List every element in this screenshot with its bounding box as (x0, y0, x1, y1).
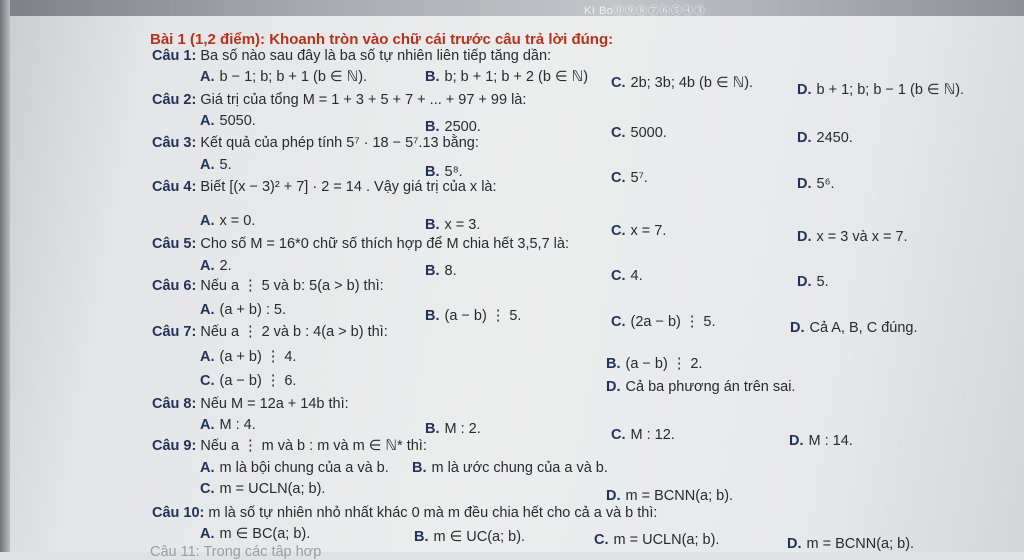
option-text: (2a − b) ⋮ 5. (630, 314, 716, 330)
question-7-option-b[interactable] (606, 356, 702, 372)
question-text: Cho số M = 16*0 chữ số thích hợp để M chia hết 3,5,7 là: (200, 236, 569, 252)
option-text: M : 4. (219, 417, 256, 433)
option-letter: A. (200, 417, 215, 433)
option-letter: A. (200, 302, 215, 318)
question-4-option-d[interactable] (797, 229, 908, 245)
option-text: (a − b) ⋮ 6. (219, 373, 297, 389)
option-text: M : 14. (808, 433, 853, 449)
option-text: Cả ba phương án trên sai. (625, 379, 796, 395)
question-9-option-b[interactable] (412, 460, 608, 476)
question-label: Câu 7: (152, 324, 201, 340)
question-3-option-d[interactable] (797, 176, 835, 192)
option-letter: C. (611, 170, 626, 186)
question-10-option-b[interactable] (414, 529, 525, 545)
exercise-title: Bài 1 (1,2 điểm): Khoanh tròn vào chữ cái trước câu trả lời đúng: (150, 31, 614, 48)
question-text: Nếu M = 12a + 14b thì: (200, 396, 349, 412)
option-text: 2. (219, 258, 232, 274)
option-text: b + 1; b; b − 1 (b ∈ ℕ). (816, 82, 965, 98)
option-text: m là ước chung của a và b. (431, 460, 608, 476)
option-text: 5. (219, 157, 232, 173)
question-text: Biết [(x − 3)² + 7] · 2 = 14 . Vậy giá trị của x là: (200, 179, 497, 195)
question-label: Câu 4: (152, 179, 201, 195)
question-text: Ba số nào sau đây là ba số tự nhiên liên tiếp tăng dần: (200, 48, 552, 64)
option-text: 8. (444, 263, 457, 279)
question-3-option-a[interactable] (200, 157, 232, 173)
question-text: Kết quả của phép tính 5⁷ · 18 − 5⁷.13 bằng: (200, 135, 479, 151)
option-text: m ∈ UC(a; b). (433, 529, 526, 545)
option-letter: D. (797, 274, 812, 290)
option-letter: B. (425, 119, 440, 135)
option-letter: C. (200, 481, 215, 497)
option-text: 2b; 3b; 4b (b ∈ ℕ). (630, 75, 754, 91)
question-10 (152, 505, 657, 521)
option-letter: D. (790, 320, 805, 336)
question-8 (152, 396, 349, 412)
option-text: m = UCLN(a; b). (613, 532, 720, 548)
question-label: Câu 1: (152, 48, 201, 64)
option-letter: C. (611, 427, 626, 443)
question-8-option-a[interactable] (200, 417, 256, 433)
question-5-option-a[interactable] (200, 258, 232, 274)
option-letter: A. (200, 157, 215, 173)
option-letter: A. (200, 69, 215, 85)
question-text: Nếu a ⋮ m và b : m và m ∈ ℕ* thì: (200, 438, 427, 454)
option-text: x = 3. (444, 217, 481, 233)
question-3-option-c[interactable] (611, 170, 648, 186)
question-label: Câu 6: (152, 278, 201, 294)
option-letter: C. (611, 75, 626, 91)
option-text: 2450. (816, 130, 853, 146)
question-8-option-d[interactable] (789, 433, 853, 449)
question-1-option-d[interactable] (797, 82, 964, 98)
option-letter: A. (200, 349, 215, 365)
question-6-option-a[interactable] (200, 302, 286, 318)
option-text: 2500. (444, 119, 481, 135)
option-letter: D. (797, 130, 812, 146)
question-9 (152, 438, 427, 454)
option-letter: B. (425, 263, 440, 279)
question-2-option-d[interactable] (797, 130, 853, 146)
question-2-option-a[interactable] (200, 113, 256, 129)
question-9-option-d[interactable] (606, 488, 733, 504)
question-4-option-b[interactable] (425, 217, 480, 233)
option-letter: A. (200, 113, 215, 129)
left-edge-shadow (0, 0, 10, 552)
question-1-option-c[interactable] (611, 75, 753, 91)
option-letter: D. (789, 433, 804, 449)
option-letter: A. (200, 258, 215, 274)
question-label: Câu 9: (152, 438, 201, 454)
option-letter: C. (611, 268, 626, 284)
question-7-option-c[interactable] (200, 373, 296, 389)
question-6-option-d[interactable] (790, 320, 918, 336)
question-10-option-c[interactable] (594, 532, 719, 548)
option-letter: D. (797, 82, 812, 98)
question-5 (152, 236, 569, 252)
option-text: m = BCNN(a; b). (806, 536, 915, 552)
question-label: Câu 2: (152, 92, 201, 108)
question-1-option-a[interactable] (200, 69, 367, 85)
question-1-option-b[interactable] (425, 69, 588, 85)
option-text: 4. (630, 268, 643, 284)
question-6-option-c[interactable] (611, 314, 716, 330)
option-text: M : 12. (630, 427, 675, 443)
option-letter: D. (606, 379, 621, 395)
question-4-option-a[interactable] (200, 213, 255, 229)
option-letter: A. (200, 460, 215, 476)
option-text: x = 3 và x = 7. (816, 229, 908, 245)
option-text: x = 7. (630, 223, 667, 239)
option-letter: D. (787, 536, 802, 552)
option-text: x = 0. (219, 213, 256, 229)
question-10-option-d[interactable] (787, 536, 914, 552)
question-text: m là số tự nhiên nhỏ nhất khác 0 mà m đều chia hết cho cả a và b thì: (208, 505, 658, 521)
option-text: Cả A, B, C đúng. (809, 320, 918, 336)
option-letter: A. (200, 526, 215, 542)
question-4 (152, 179, 497, 195)
option-letter: C. (594, 532, 609, 548)
option-letter: C. (611, 223, 626, 239)
question-5-option-d[interactable] (797, 274, 829, 290)
question-6-option-b[interactable] (425, 308, 521, 324)
option-text: 5⁶. (816, 176, 835, 192)
question-2-option-b[interactable] (425, 119, 481, 135)
top-shadow-strip (0, 0, 1024, 16)
option-letter: B. (414, 529, 429, 545)
option-letter: B. (425, 164, 440, 180)
option-text: b − 1; b; b + 1 (b ∈ ℕ). (219, 69, 368, 85)
option-letter: A. (200, 213, 215, 229)
question-6 (152, 278, 384, 294)
question-1 (152, 48, 551, 64)
option-letter: B. (425, 421, 440, 437)
option-text: 5000. (630, 125, 667, 141)
option-letter: C. (611, 314, 626, 330)
option-text: (a + b) ⋮ 4. (219, 349, 297, 365)
question-4-option-c[interactable] (611, 223, 666, 239)
option-text: M : 2. (444, 421, 481, 437)
question-5-option-b[interactable] (425, 263, 457, 279)
option-letter: C. (611, 125, 626, 141)
question-label: Câu 3: (152, 135, 201, 151)
option-text: b; b + 1; b + 2 (b ∈ ℕ) (444, 69, 589, 85)
option-letter: B. (606, 356, 621, 372)
option-letter: B. (425, 69, 440, 85)
question-label: Câu 8: (152, 396, 201, 412)
question-7 (152, 324, 388, 340)
option-text: 5⁸. (444, 164, 463, 180)
option-text: m là bội chung của a và b. (219, 460, 389, 476)
question-2-option-c[interactable] (611, 125, 667, 141)
option-text: m ∈ BC(a; b). (219, 526, 311, 542)
question-label: Câu 10: (152, 505, 209, 521)
option-letter: B. (425, 217, 440, 233)
question-3-option-b[interactable] (425, 164, 463, 180)
question-text: Giá trị của tổng M = 1 + 3 + 5 + 7 + ... + 97 + 99 là: (200, 92, 527, 108)
option-text: 5⁷. (630, 170, 648, 186)
option-text: (a + b) : 5. (219, 302, 286, 318)
option-text: (a − b) ⋮ 5. (444, 308, 522, 324)
next-question-cutoff: Câu 11: Trong các tâp hơp (150, 544, 322, 560)
option-letter: B. (412, 460, 427, 476)
option-letter: D. (797, 176, 812, 192)
question-7-option-a[interactable] (200, 349, 296, 365)
question-text: Nếu a ⋮ 2 và b : 4(a > b) thì: (200, 324, 388, 340)
option-text: m = BCNN(a; b). (625, 488, 734, 504)
question-7-option-d[interactable] (606, 379, 795, 395)
question-2 (152, 92, 526, 108)
question-8-option-b[interactable] (425, 421, 481, 437)
question-5-option-c[interactable] (611, 268, 643, 284)
header-text: Kì Bo⓪⑨⑧⑦⑥⑤④③ (584, 5, 706, 17)
option-text: m = UCLN(a; b). (219, 481, 326, 497)
question-9-option-a[interactable] (200, 460, 389, 476)
option-letter: C. (200, 373, 215, 389)
option-letter: D. (606, 488, 621, 504)
question-10-option-a[interactable] (200, 526, 310, 542)
question-8-option-c[interactable] (611, 427, 675, 443)
question-text: Nếu a ⋮ 5 và b: 5(a > b) thì: (200, 278, 384, 294)
question-9-option-c[interactable] (200, 481, 325, 497)
option-letter: B. (425, 308, 440, 324)
question-3 (152, 135, 479, 151)
option-text: 5050. (219, 113, 256, 129)
option-letter: D. (797, 229, 812, 245)
question-label: Câu 5: (152, 236, 201, 252)
option-text: 5. (816, 274, 829, 290)
option-text: (a − b) ⋮ 2. (625, 356, 703, 372)
